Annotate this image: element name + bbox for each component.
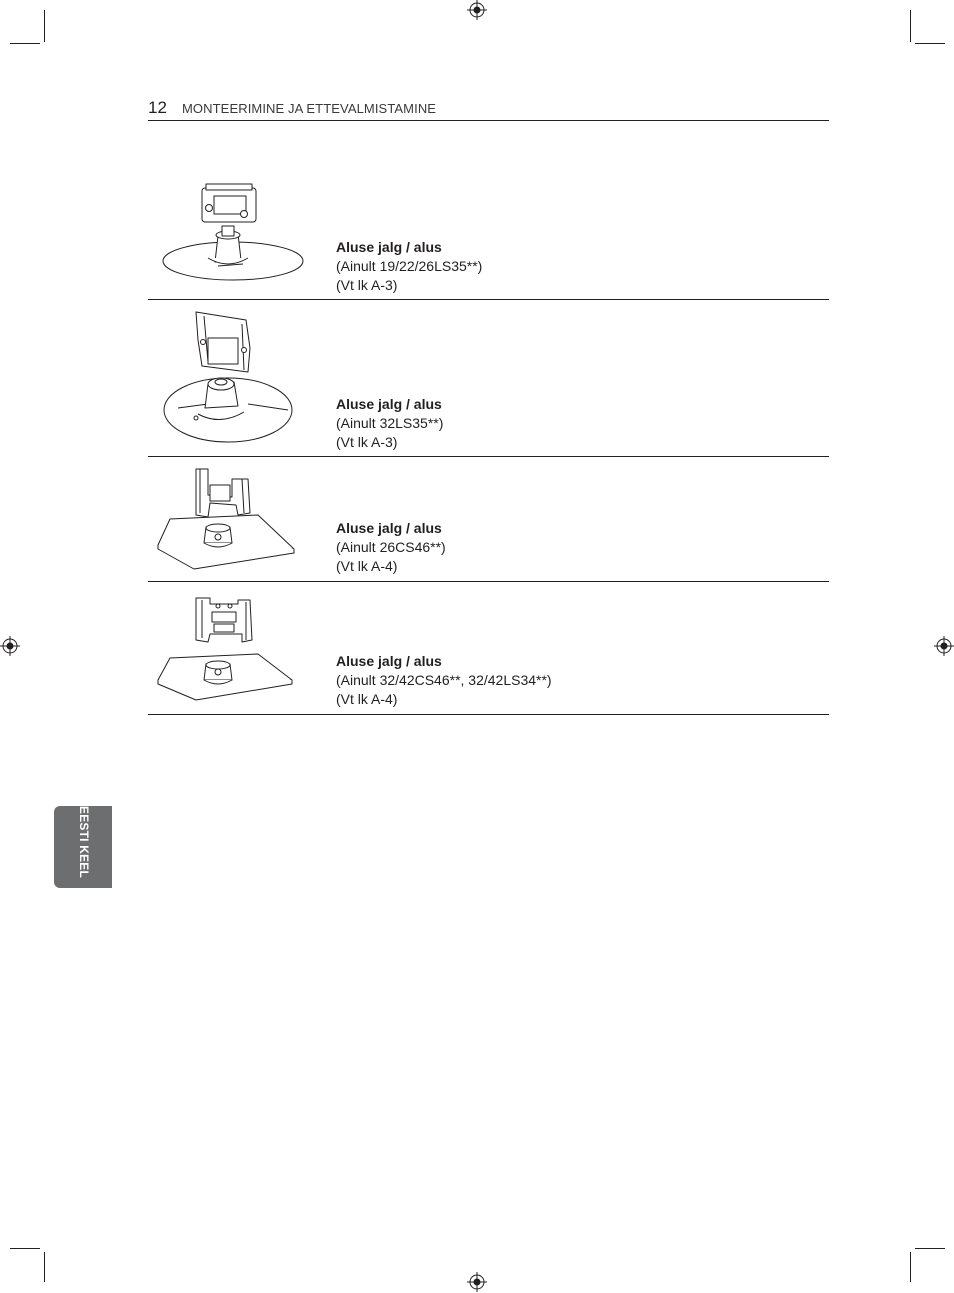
crop-mark	[915, 1248, 945, 1249]
stand-oval-base-icon	[148, 178, 308, 299]
crop-mark	[44, 10, 45, 42]
crop-mark	[10, 43, 40, 44]
stand-models: (Ainult 26CS46**)	[336, 539, 446, 555]
stand-rect-base-icon	[148, 582, 308, 714]
stand-reference: (Vt lk A-3)	[336, 434, 398, 450]
stand-name: Aluse jalg / alus	[336, 653, 442, 669]
stand-table	[148, 178, 829, 715]
stand-name: Aluse jalg / alus	[336, 239, 442, 255]
stand-rect-base-icon	[148, 457, 308, 581]
stand-round-base-icon	[148, 300, 308, 456]
language-tab-label: EESTI KEEL	[77, 806, 91, 879]
stand-models: (Ainult 19/22/26LS35**)	[336, 258, 483, 274]
table-row	[148, 457, 829, 582]
crop-mark	[915, 43, 945, 44]
stand-description	[336, 519, 446, 576]
registration-mark-icon	[467, 0, 487, 20]
stand-description	[336, 238, 482, 295]
stand-reference: (Vt lk A-4)	[336, 558, 398, 574]
stand-name: Aluse jalg / alus	[336, 520, 442, 536]
registration-mark-icon	[934, 636, 954, 656]
registration-mark-icon	[467, 1272, 487, 1292]
crop-mark	[910, 10, 911, 42]
stand-description	[336, 395, 443, 452]
section-title: MONTEERIMINE JA ETTEVALMISTAMINE	[182, 101, 437, 116]
crop-mark	[10, 1248, 40, 1249]
page-number: 12	[148, 98, 167, 117]
stand-models: (Ainult 32LS35**)	[336, 415, 444, 431]
language-tab	[54, 806, 112, 888]
registration-mark-icon	[0, 636, 20, 656]
table-row	[148, 582, 829, 715]
page-header	[148, 98, 829, 121]
table-row	[148, 300, 829, 457]
stand-models: (Ainult 32/42CS46**, 32/42LS34**)	[336, 672, 552, 688]
stand-description	[336, 652, 552, 709]
stand-reference: (Vt lk A-3)	[336, 277, 398, 293]
stand-name: Aluse jalg / alus	[336, 396, 442, 412]
stand-reference: (Vt lk A-4)	[336, 691, 398, 707]
table-row	[148, 178, 829, 300]
crop-mark	[910, 1252, 911, 1282]
crop-mark	[44, 1252, 45, 1282]
